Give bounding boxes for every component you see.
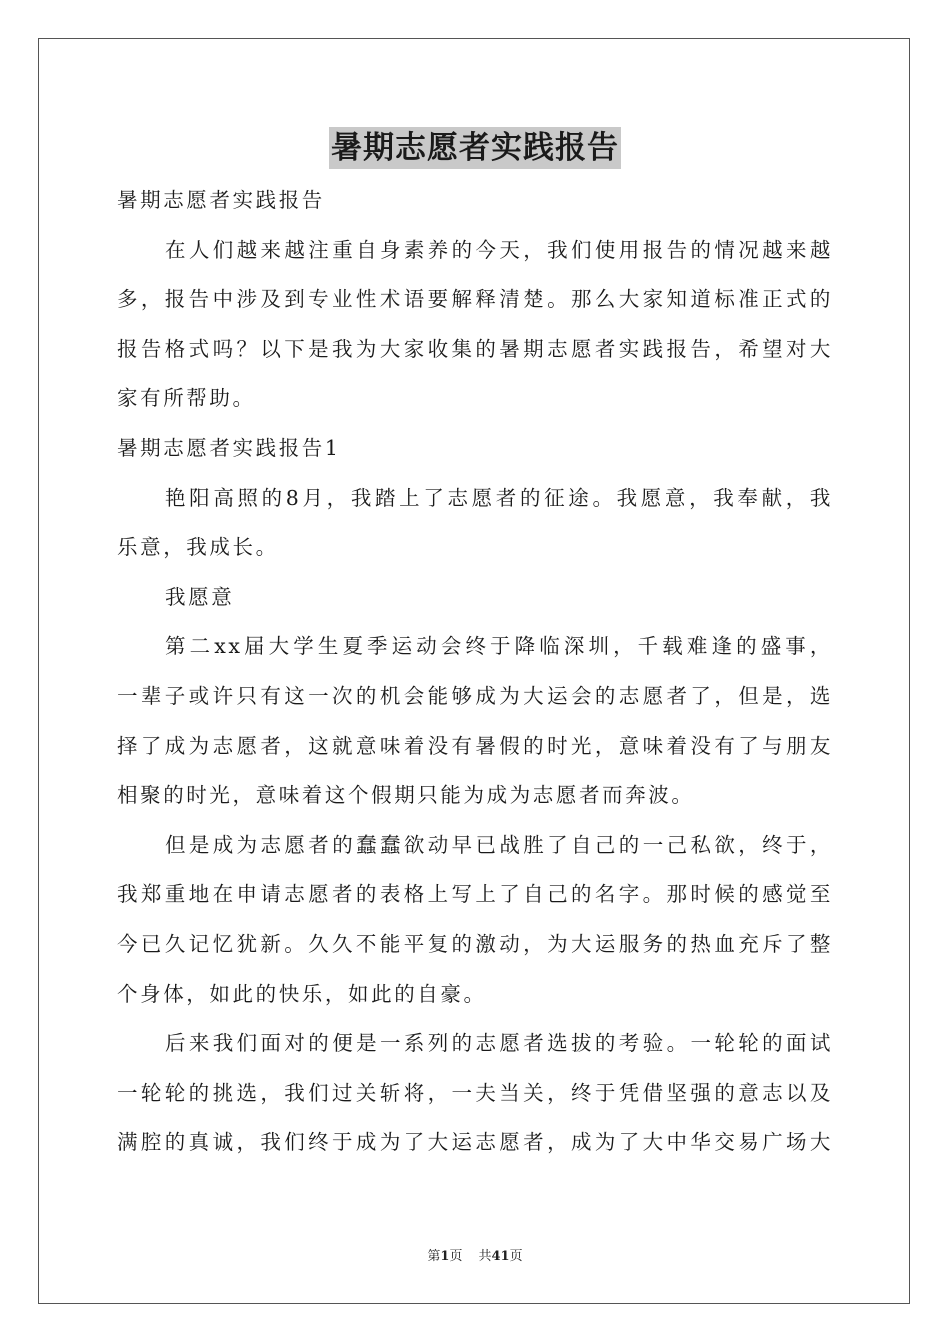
text-line: 个身体，如此的快乐，如此的自豪。 [117,981,487,1006]
footer-total-prefix: 共 [478,1249,492,1264]
title-container [0,127,950,169]
text-line: 报告格式吗？以下是我为大家收集的暑期志愿者实践报告，希望对大 [117,336,833,361]
footer-page-number: 1 [440,1249,450,1264]
text-line: 我郑重地在申请志愿者的表格上写上了自己的名字。那时候的感觉至 [117,882,833,907]
text-line: 一轮轮的挑选，我们过关斩将，一夫当关，终于凭借坚强的意志以及 [117,1080,833,1105]
text-line: 乐意，我成长。 [117,535,279,560]
text-line: 艳阳高照的8月，我踏上了志愿者的征途。我愿意，我奉献，我 [165,485,833,510]
page-footer [0,1248,950,1266]
text-line: 一辈子或许只有这一次的机会能够成为大运会的志愿者了，但是，选 [117,683,833,708]
text-line: 家有所帮助。 [117,386,256,411]
text-line: 后来我们面对的便是一系列的志愿者选拔的考验。一轮轮的面试 [165,1031,833,1056]
document-body [117,176,833,1168]
footer-page-suffix: 页 [449,1249,463,1264]
footer-total-pages: 41 [491,1249,510,1264]
text-line: 但是成为志愿者的蠢蠢欲动早已战胜了自己的一己私欲，终于， [165,832,833,857]
footer-total-suffix: 页 [509,1249,523,1264]
text-line: 我愿意 [165,584,235,609]
document-title: 暑期志愿者实践报告 [329,127,621,169]
text-line: 满腔的真诚，我们终于成为了大运志愿者，成为了大中华交易广场大 [117,1130,833,1155]
text-line: 暑期志愿者实践报告 [117,188,325,212]
text-line: 暑期志愿者实践报告1 [117,435,341,460]
text-line: 择了成为志愿者，这就意味着没有暑假的时光，意味着没有了与朋友 [117,733,833,758]
text-line: 多，报告中涉及到专业性术语要解释清楚。那么大家知道标准正式的 [117,287,833,312]
text-line: 相聚的时光，意味着这个假期只能为成为志愿者而奔波。 [117,783,695,808]
footer-page-prefix: 第 [427,1249,441,1264]
text-line: 在人们越来越注重自身素养的今天，我们使用报告的情况越来越 [165,237,833,262]
text-line: 今已久记忆犹新。久久不能平复的激动，为大运服务的热血充斥了整 [117,931,833,956]
text-line: 第二xx届大学生夏季运动会终于降临深圳，千载难逢的盛事， [165,634,833,659]
